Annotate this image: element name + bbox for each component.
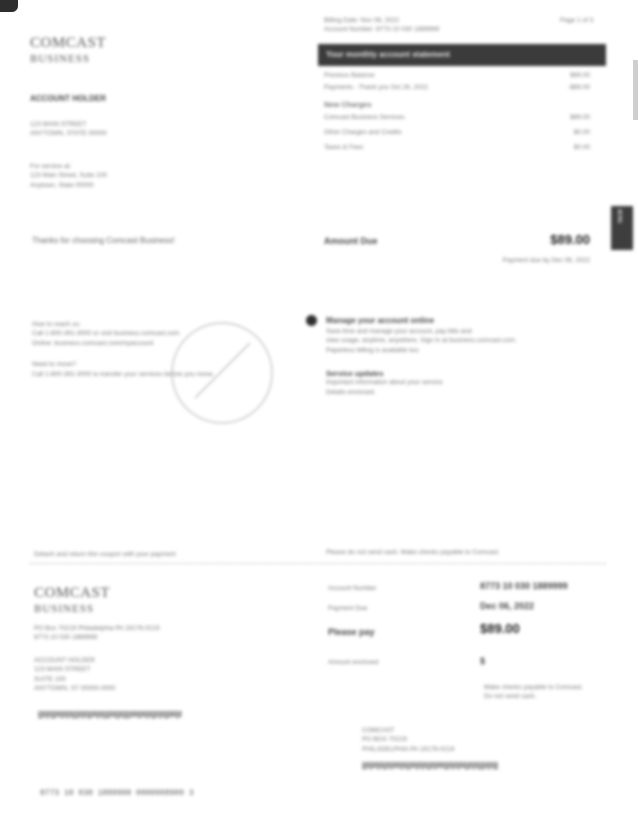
coupon-account-label: Account Number bbox=[328, 585, 377, 592]
summary-row-label: Previous Balance bbox=[324, 72, 375, 79]
notice-bullet-icon bbox=[306, 315, 317, 326]
side-tab bbox=[611, 206, 633, 250]
coupon-due-label: Payment Due bbox=[328, 605, 368, 612]
coupon-customer-line2: 123 MAIN STREET bbox=[34, 666, 91, 674]
coupon-address bbox=[34, 624, 160, 643]
customer-address-line2: ANYTOWN, STATE 00000 bbox=[30, 130, 107, 138]
thankyou-message: Thanks for choosing Comcast Business! bbox=[32, 236, 175, 245]
coupon-amount-label: Please pay bbox=[328, 627, 375, 637]
summary-row-label: Comcast Business Services bbox=[324, 114, 405, 121]
amount-due-note: Payment due by Dec 06, 2022 bbox=[502, 257, 590, 264]
amount-due-value: $89.00 bbox=[550, 232, 590, 247]
scan-line: 8773 10 030 1889999 0000008900 3 bbox=[40, 789, 194, 798]
contact-line4: Need to move? bbox=[32, 361, 77, 369]
coupon-due-value: Dec 06, 2022 bbox=[480, 601, 535, 611]
contact-line3: Online: business.comcast.com/myaccount bbox=[32, 339, 154, 347]
tear-line bbox=[30, 563, 606, 564]
billing-header bbox=[324, 16, 439, 35]
summary-row-value: $0.00 bbox=[573, 144, 590, 151]
remit-line1: COMCAST bbox=[362, 727, 395, 734]
tear-instructions-right: Please do not send cash. Make checks payable to Comcast. bbox=[326, 549, 500, 556]
coupon-enclosed-value: $ bbox=[480, 656, 486, 666]
contact-line5: Call 1-800-391-3000 to transfer your services before you move. bbox=[32, 370, 215, 378]
amount-due-label: Amount Due bbox=[324, 236, 378, 246]
coupon-amount-value: $89.00 bbox=[480, 621, 520, 636]
notice-sub-line1: Important information about your service. bbox=[326, 379, 445, 387]
brand-line1: COMCAST bbox=[30, 35, 107, 51]
coupon-enclosed-note-line1: Make checks payable to Comcast. bbox=[484, 684, 583, 691]
stamp-circle-icon bbox=[165, 318, 280, 428]
notice-body-line1: Save time and manage your account, pay bills and bbox=[326, 328, 472, 335]
coupon-customer-line3: SUITE 100 bbox=[34, 675, 66, 683]
notice-body-line2: view usage, anytime, anywhere. Sign in at business.comcast.com. bbox=[326, 337, 517, 345]
remit-line2: PO BOX 70219 bbox=[362, 736, 407, 744]
tear-instructions-left: Detach and return this coupon with your payment bbox=[34, 551, 176, 558]
coupon-customer bbox=[34, 656, 115, 694]
brand-logo bbox=[30, 36, 106, 65]
summary-row-value: -$89.00 bbox=[567, 84, 590, 91]
notice-subtitle: Service updates bbox=[326, 369, 384, 379]
coupon-barcode-bottom: ||l|ll|l||l|lll|l||ll|l|l||l|lll||l|l|ll||l|l|||l|l|| bbox=[362, 760, 499, 770]
notice-title: Manage your account online bbox=[326, 316, 435, 325]
coupon-logo bbox=[34, 586, 110, 615]
coupon-enclosed-label: Amount enclosed bbox=[328, 659, 379, 666]
brand-line2: BUSINESS bbox=[30, 53, 90, 65]
coupon-account-value: 8773 10 030 1889999 bbox=[480, 581, 568, 591]
summary-row-label: Payments - Thank you Oct 26, 2022 bbox=[324, 84, 428, 91]
remit-address bbox=[362, 726, 454, 754]
summary-row-label: New Charges bbox=[324, 100, 372, 109]
summary-bar bbox=[318, 44, 606, 66]
billing-date: Billing Date: Nov 08, 2022 bbox=[324, 17, 400, 24]
service-line1: 123 Main Street, Suite 100 bbox=[30, 172, 107, 180]
contact-line1: How to reach us: bbox=[32, 321, 81, 328]
service-label: For service at: bbox=[30, 163, 72, 170]
service-address bbox=[30, 162, 107, 190]
page-number: Page 1 of 3 bbox=[560, 17, 594, 24]
summary-row-label: Other Charges and Credits bbox=[324, 129, 402, 136]
customer-address bbox=[30, 120, 107, 139]
notice-block bbox=[326, 316, 596, 397]
coupon-brand-line2: BUSINESS bbox=[34, 603, 94, 615]
summary-row-value: $0.00 bbox=[573, 129, 590, 136]
remit-line3: PHILADELPHIA PA 19176-0219 bbox=[362, 745, 455, 753]
notice-sub-line2: Details enclosed. bbox=[326, 388, 376, 396]
summary-row-value: $89.00 bbox=[570, 114, 590, 121]
coupon-brand-line1: COMCAST bbox=[34, 585, 111, 601]
coupon-enclosed-note-line2: Do not send cash. bbox=[484, 693, 537, 701]
coupon-barcode-top: ||l|l||ll|l|l|||l|l||ll|l|||ll||l|||lll|ll|l||l|l||lll|l bbox=[38, 709, 182, 719]
coupon-address-line1: PO Box 70219 Philadelphia PA 19176-0219 bbox=[34, 625, 160, 632]
summary-bar-title: Your monthly account statement bbox=[326, 50, 450, 59]
service-line2: Anytown, State 00000 bbox=[30, 181, 94, 189]
side-tab-label: NEW bbox=[618, 209, 624, 223]
coupon-customer-line4: ANYTOWN, ST 00000-0000 bbox=[34, 685, 116, 693]
customer-name: ACCOUNT HOLDER bbox=[30, 94, 106, 103]
summary-row-label: Taxes & Fees bbox=[324, 144, 364, 151]
contact-line2: Call 1-800-391-3000 or visit business.comcast.com bbox=[32, 330, 180, 338]
coupon-customer-line1: ACCOUNT HOLDER bbox=[34, 657, 95, 664]
summary-row-value: $89.00 bbox=[570, 72, 590, 79]
coupon-enclosed-note bbox=[484, 683, 583, 702]
customer-address-line1: 123 MAIN STREET bbox=[30, 121, 87, 128]
notice-body-line3: Paperless billing is available too. bbox=[326, 346, 420, 354]
billing-account-number: Account Number: 8773 10 030 1889999 bbox=[324, 26, 440, 34]
coupon-address-line2: 8773 10 030 1889999 bbox=[34, 634, 98, 642]
